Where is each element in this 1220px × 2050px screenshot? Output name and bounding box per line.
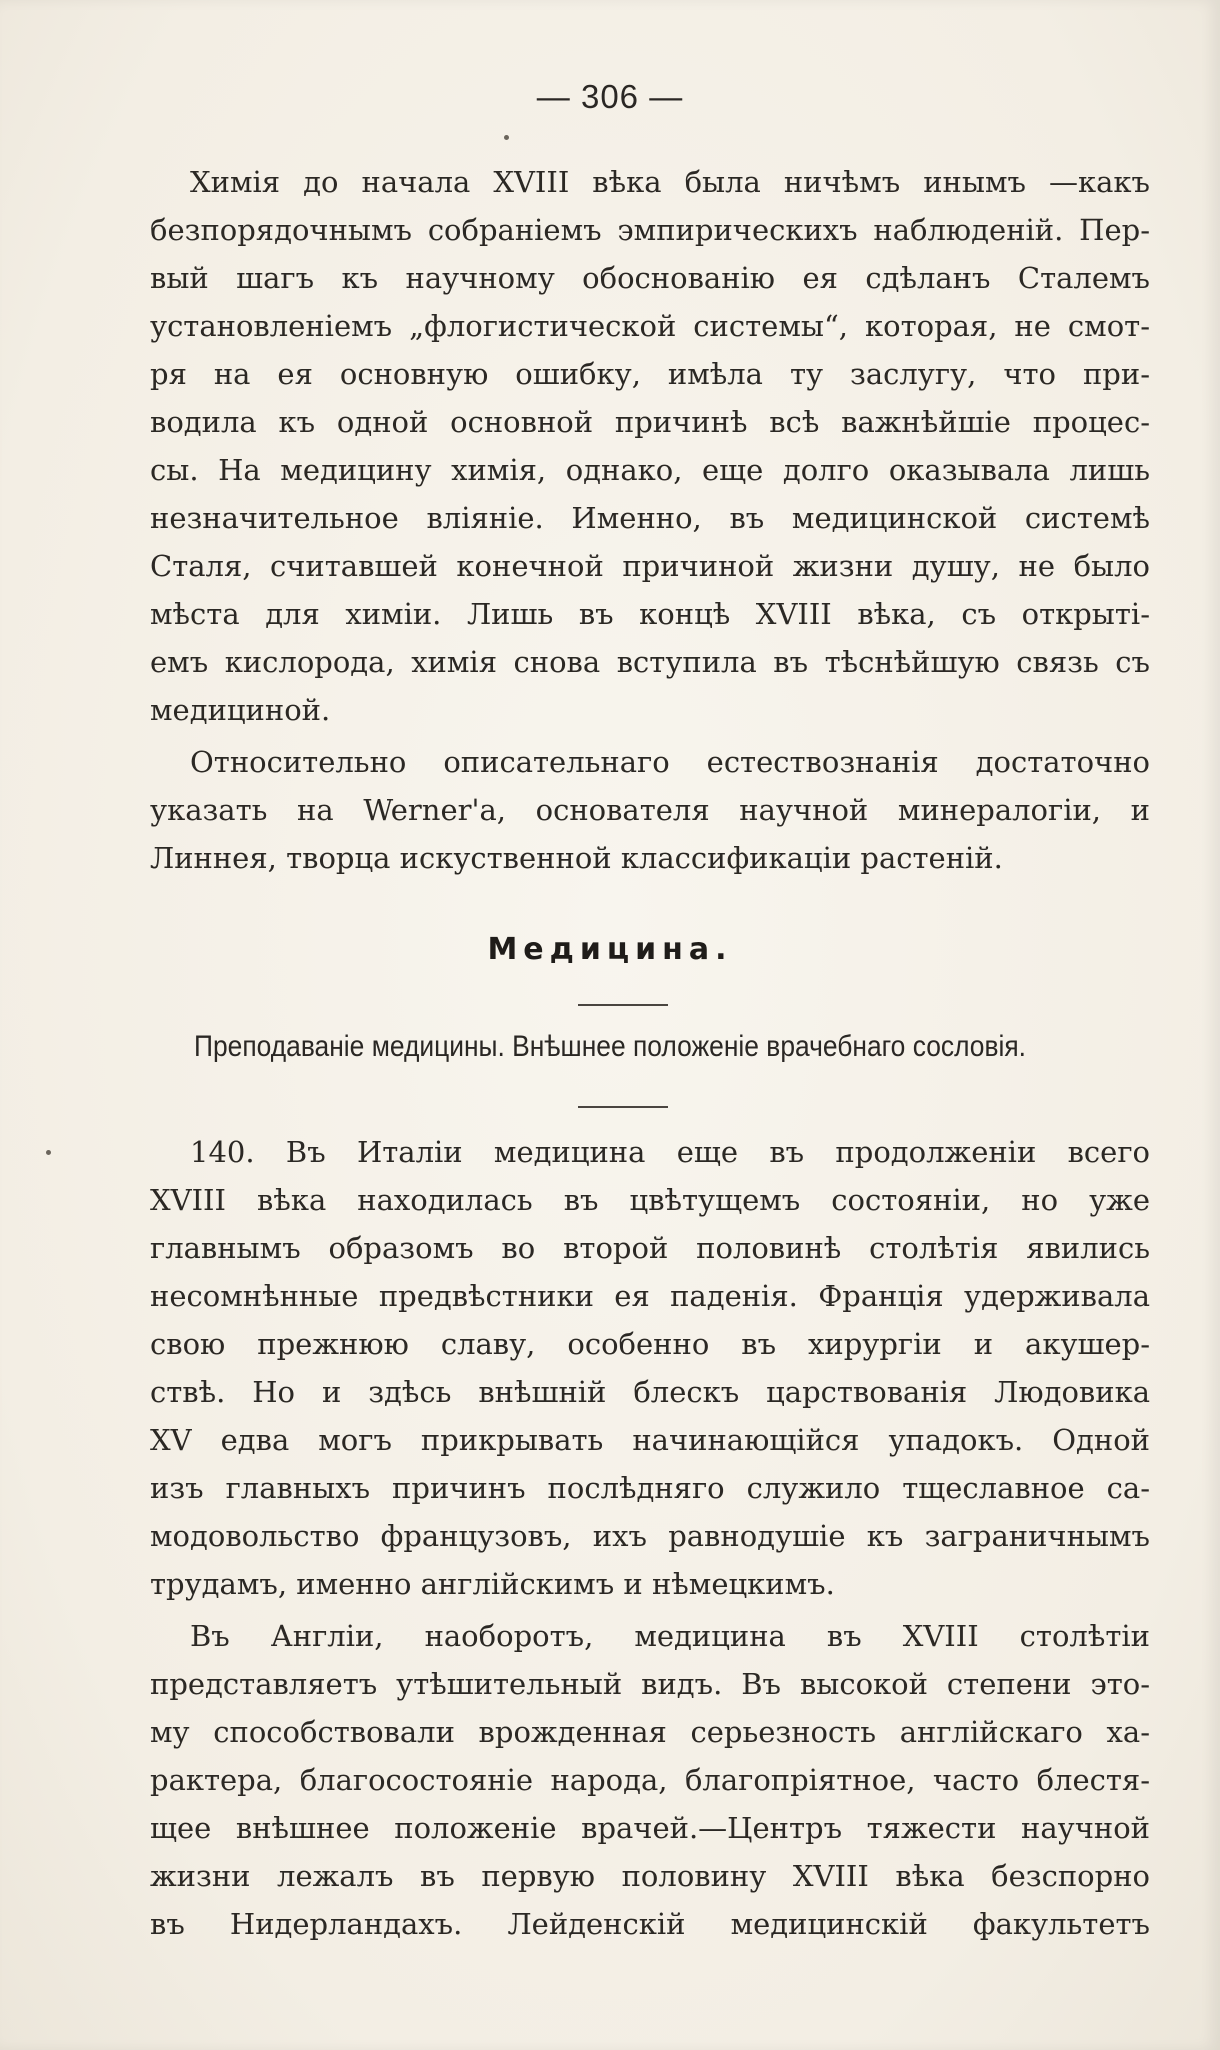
text-line: Въ Англіи, наоборотъ, медицина въ XVIII столѣтіи	[190, 1619, 1150, 1653]
text-line: указать на Werner'a, основателя научной минералогіи, и	[150, 793, 1150, 827]
text-line: главнымъ образомъ во второй половинѣ столѣтія явились	[150, 1231, 1150, 1265]
section-heading: Медицина.	[487, 932, 733, 967]
text-line: Относительно описательнаго естествознанія достаточно	[190, 745, 1150, 779]
page-number: — 306 —	[536, 78, 684, 115]
text-line: XV едва могъ прикрывать начинающійся упадокъ. Одной	[150, 1423, 1150, 1457]
paragraph-description	[150, 738, 1150, 882]
text-line: изъ главныхъ причинъ послѣдняго служило тщеславное са-	[150, 1471, 1150, 1505]
section-subheading: Преподаваніе медицины. Внѣшнее положеніе врачебнаго сословія.	[193, 1030, 1026, 1063]
text-line: ря на ея основную ошибку, имѣла ту заслугу, что при-	[150, 357, 1150, 391]
text-line: въ Нидерландахъ. Лейденскій медицинскій факультетъ	[150, 1907, 1150, 1941]
ink-speck	[46, 1150, 51, 1155]
text-line: медициной.	[150, 693, 331, 727]
text-line: XVIII вѣка находилась въ цвѣтущемъ состояніи, но уже	[150, 1183, 1150, 1217]
text-line: му способствовали врожденная серьезность англійскаго ха-	[150, 1715, 1150, 1749]
divider-rule	[578, 1106, 668, 1108]
divider-rule	[578, 1004, 668, 1006]
text-line: водила къ одной основной причинѣ всѣ важнѣйшіе процес-	[150, 405, 1150, 439]
text-line: емъ кислорода, химія снова вступила въ тѣснѣйшую связь съ	[150, 645, 1150, 679]
text-line: жизни лежалъ въ первую половину XVIII вѣка безспорно	[150, 1859, 1150, 1893]
text-line: рактера, благосостояніе народа, благопріятное, часто блестя-	[150, 1763, 1150, 1797]
text-line: Сталя, считавшей конечной причиной жизни душу, не было	[150, 549, 1150, 583]
text-line: безпорядочнымъ собраніемъ эмпирическихъ наблюденій. Пер-	[150, 213, 1150, 247]
paragraph-140	[150, 1128, 1150, 1608]
text-line: 140. Въ Италіи медицина еще въ продолженіи всего	[190, 1135, 1150, 1169]
text-line: Линнея, творца искуственной классификаціи растеній.	[150, 841, 1003, 875]
text-line: модовольство французовъ, ихъ равнодушіе къ заграничнымъ	[150, 1519, 1150, 1553]
text-line: установленіемъ „флогистической системы“, которая, не смот-	[150, 309, 1150, 343]
text-line: сы. На медицину химія, однако, еще долго оказывала лишь	[150, 453, 1150, 487]
text-line: Химія до начала XVIII вѣка была ничѣмъ инымъ —какъ	[190, 165, 1150, 199]
text-line: незначительное вліяніе. Именно, въ медицинской системѣ	[150, 501, 1150, 535]
text-line: несомнѣнные предвѣстники ея паденія. Франція удерживала	[150, 1279, 1150, 1313]
paragraph-chemistry	[150, 158, 1150, 734]
text-line: трудамъ, именно англійскимъ и нѣмецкимъ.	[150, 1567, 835, 1601]
ink-speck	[504, 135, 509, 140]
paragraph-england	[150, 1612, 1150, 1948]
text-line: мѣста для химіи. Лишь въ концѣ XVIII вѣка, съ открыті-	[150, 597, 1150, 631]
text-line: щее внѣшнее положеніе врачей.—Центръ тяжести научной	[150, 1811, 1150, 1845]
text-line: представляетъ утѣшительный видъ. Въ высокой степени это-	[150, 1667, 1150, 1701]
text-line: вый шагъ къ научному обоснованію ея сдѣланъ Сталемъ	[150, 261, 1150, 295]
text-line: свою прежнюю славу, особенно въ хирургіи и акушер-	[150, 1327, 1150, 1361]
text-line: ствѣ. Но и здѣсь внѣшній блескъ царствованія Людовика	[150, 1375, 1150, 1409]
